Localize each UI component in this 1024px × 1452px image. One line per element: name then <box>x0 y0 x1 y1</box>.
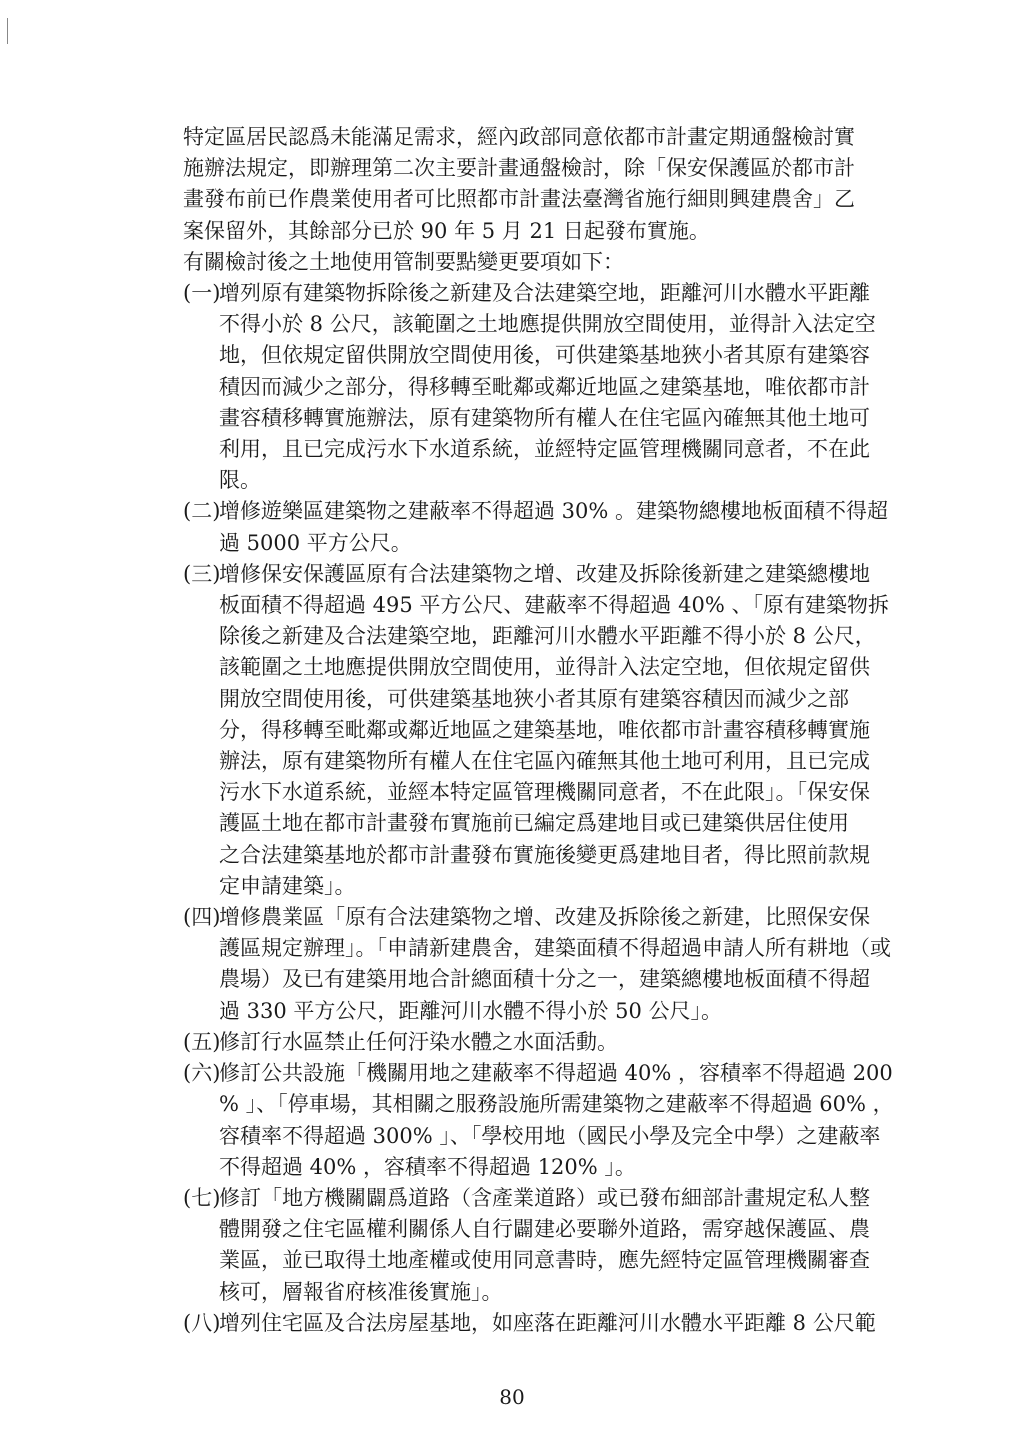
item-line: 增修遊樂區建築物之建蔽率不得超過 30% 。建築物總樓地板面積不得超 <box>219 499 889 524</box>
item-line: 不得超過 40% ，容積率不得超過 120% 」。 <box>219 1154 636 1179</box>
list-item-5 <box>183 1027 913 1058</box>
list-item-4 <box>183 902 913 1027</box>
item-number: (七) <box>183 1185 221 1210</box>
item-line: 之合法建築基地於都市計畫發布實施後變更爲建地目者，得比照前款規 <box>219 842 870 867</box>
item-number: (二) <box>183 499 221 524</box>
item-line: 業區，並已取得土地產權或使用同意書時，應先經特定區管理機關審查 <box>219 1248 870 1273</box>
intro-line: 特定區居民認爲未能滿足需求，經內政部同意依都市計畫定期通盤檢討實 <box>183 125 855 149</box>
item-line: 過 330 平方公尺，距離河川水體不得小於 50 公尺」。 <box>219 998 723 1023</box>
item-number: (三) <box>183 561 221 586</box>
item-line: 該範圍之土地應提供開放空間使用，並得計入法定空地，但依規定留供 <box>219 655 870 680</box>
intro-line: 有關檢討後之土地使用管制要點變更要項如下： <box>183 249 624 274</box>
item-line: 污水下水道系統，並經本特定區管理機關同意者，不在此限」。「保安保 <box>219 780 870 805</box>
list-item-6 <box>183 1058 913 1183</box>
item-line: 過 5000 平方公尺。 <box>219 530 412 555</box>
item-number: (一) <box>183 281 221 306</box>
item-line: 定申請建築」。 <box>219 873 356 898</box>
intro-line: 案保留外，其餘部分已於 90 年 5 月 21 日起發布實施。 <box>183 218 710 243</box>
item-line: 畫容積移轉實施辦法，原有建築物所有權人在住宅區內確無其他土地可 <box>219 405 870 430</box>
item-line: 修訂公共設施「機關用地之建蔽率不得超過 40% ，容積率不得超過 200 <box>219 1061 893 1086</box>
intro-line: 畫發布前已作農業使用者可比照都市計畫法臺灣省施行細則興建農舍」乙 <box>183 187 855 212</box>
item-line: 增修農業區「原有合法建築物之增、改建及拆除後之新建，比照保安保 <box>219 905 870 930</box>
intro-line: 施辦法規定，即辦理第二次主要計畫通盤檢討，除「保安保護區於都市計 <box>183 156 855 181</box>
item-line: 修訂「地方機關闢爲道路（含產業道路）或已發布細部計畫規定私人整 <box>219 1185 870 1210</box>
item-line: 地，但依規定留供開放空間使用後，可供建築基地狹小者其原有建築容 <box>219 343 870 368</box>
item-line: 分，得移轉至毗鄰或鄰近地區之建築基地，唯依都市計畫容積移轉實施 <box>219 717 870 742</box>
list-item-1 <box>183 278 913 496</box>
item-line: 體開發之住宅區權利關係人自行闢建必要聯外道路，需穿越保護區、農 <box>219 1217 870 1242</box>
item-line: 積因而減少之部分，得移轉至毗鄰或鄰近地區之建築基地，唯依都市計 <box>219 374 870 399</box>
item-line: 板面積不得超過 495 平方公尺、建蔽率不得超過 40% 、「原有建築物拆 <box>219 593 889 618</box>
item-line: 護區規定辦理」。「申請新建農舍，建築面積不得超過申請人所有耕地（或 <box>219 936 891 961</box>
item-line: 護區土地在都市計畫發布實施前已編定爲建地目或已建築供居住使用 <box>219 811 849 836</box>
item-number: (四) <box>183 905 221 930</box>
item-number: (五) <box>183 1029 221 1054</box>
item-line: 修訂行水區禁止任何汙染水體之水面活動。 <box>219 1029 618 1054</box>
item-line: 開放空間使用後，可供建築基地狹小者其原有建築容積因而減少之部 <box>219 686 849 711</box>
list-item-7 <box>183 1183 913 1308</box>
body-text <box>183 122 913 1339</box>
item-line: 容積率不得超過 300% 」、「學校用地（國民小學及完全中學）之建蔽率 <box>219 1123 881 1148</box>
item-line: 農場）及已有建築用地合計總面積十分之一，建築總樓地板面積不得超 <box>219 967 870 992</box>
item-number: (六) <box>183 1061 221 1086</box>
item-line: 增列住宅區及合法房屋基地，如座落在距離河川水體水平距離 8 公尺範 <box>219 1310 876 1335</box>
list-item-2 <box>183 496 913 558</box>
item-line: 增列原有建築物拆除後之新建及合法建築空地，距離河川水體水平距離 <box>219 281 870 306</box>
item-line: 增修保安保護區原有合法建築物之增、改建及拆除後新建之建築總樓地 <box>219 561 870 586</box>
item-line: % 」、「停車場，其相關之服務設施所需建築物之建蔽率不得超過 60% ， <box>219 1092 894 1117</box>
item-number: (八) <box>183 1310 221 1335</box>
item-line: 除後之新建及合法建築空地，距離河川水體水平距離不得小於 8 公尺， <box>219 624 876 649</box>
list-item-8 <box>183 1308 913 1339</box>
item-line: 辦法，原有建築物所有權人在住宅區內確無其他土地可利用，且已完成 <box>219 749 870 774</box>
item-line: 限。 <box>219 468 261 493</box>
item-line: 利用，且已完成污水下水道系統，並經特定區管理機關同意者，不在此 <box>219 437 870 462</box>
scan-margin-mark <box>7 18 8 44</box>
item-line: 核可，層報省府核准後實施」。 <box>219 1279 503 1304</box>
item-line: 不得小於 8 公尺，該範圍之土地應提供開放空間使用，並得計入法定空 <box>219 312 876 337</box>
list-item-3 <box>183 559 913 902</box>
page-number: 80 <box>499 1385 525 1409</box>
